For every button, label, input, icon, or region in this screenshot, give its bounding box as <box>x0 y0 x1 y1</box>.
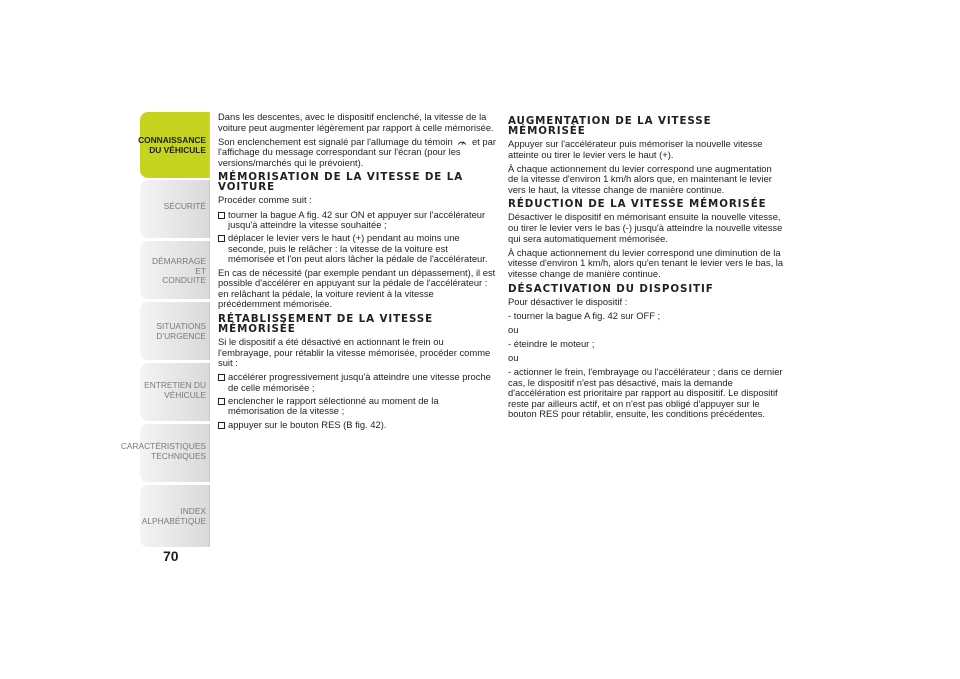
tab-entretien-du-vehicule[interactable] <box>140 363 210 421</box>
paragraph: Appuyer sur l'accélérateur puis mémoriser la nouvelle vitesse atteinte ou tirer le levier vers le haut (+). <box>508 138 763 160</box>
bullet-item: tourner la bague A fig. 42 sur ON et appuyer sur l'accélérateur jusqu'à atteindre la vitesse souhaitée ; <box>218 210 496 231</box>
bullet-item: déplacer le levier vers le haut (+) pendant au moins une seconde, puis le relâcher : la vitesse de la voiture est mémorisée et l'on peut alors lâcher la pédale de l'accélérateur. <box>218 233 496 265</box>
text-span: et par l'affichage du message correspondant sur l'écran (pour les versions/marchés qui le prévoient). <box>218 135 496 168</box>
tab-label: SÉCURITÉ <box>163 201 206 211</box>
paragraph: ou <box>508 323 519 335</box>
tab-label: CARACTÉRISTIQUES TECHNIQUES <box>120 441 206 461</box>
heading-desactivation: DÉSACTIVATION DU DISPOSITIF <box>508 282 714 295</box>
tab-caracteristiques-techniques[interactable] <box>120 424 210 482</box>
tab-label: DÉMARRAGE ET CONDUITE <box>152 256 206 285</box>
tab-demarrage-et-conduite[interactable] <box>140 241 210 299</box>
paragraph: À chaque actionnement du levier correspond une augmentation de la vitesse d'environ 1 km/h alors que, en maintenant le levier vers le haut, la vitesse change de manière continue. <box>508 162 772 195</box>
bullet-item: enclencher le rapport sélectionné au moment de la mémorisation de la vitesse ; <box>218 396 496 417</box>
tab-index-alphabetique[interactable] <box>140 485 210 547</box>
heading-reduction: RÉDUCTION DE LA VITESSE MÉMORISÉE <box>508 198 767 211</box>
bullet-item: accélérer progressivement jusqu'à atteindre une vitesse proche de celle mémorisée ; <box>218 372 496 393</box>
paragraph: - tourner la bague A fig. 42 sur OFF ; <box>508 309 661 321</box>
paragraph: Désactiver le dispositif en mémorisant ensuite la nouvelle vitesse, ou tirer le levier vers le bas (-) jusqu'à atteindre la nouvelle vitesse qui sera automatiquement mémorisée. <box>508 211 783 244</box>
heading-memorisation: MÉMORISATION DE LA VITESSE DE LA VOITURE <box>218 171 464 194</box>
left-column <box>218 112 496 433</box>
paragraph <box>218 137 496 169</box>
paragraph: Procéder comme suit : <box>218 194 312 206</box>
paragraph: Pour désactiver le dispositif : <box>508 295 628 307</box>
paragraph: À chaque actionnement du levier correspond une diminution de la vitesse d'environ 1 km/h, alors qu'en tenant le levier vers le bas, la vitesse change de manière continue. <box>508 246 784 279</box>
text-span: Son enclenchement est signalé par l'allumage du témoin <box>218 135 453 147</box>
tab-label: CONNAISSANCE DU VÉHICULE <box>138 135 206 155</box>
heading-retablissement: RÉTABLISSEMENT DE LA VITESSE MÉMORISÉE <box>218 312 434 335</box>
tab-securite[interactable] <box>140 180 210 238</box>
right-column <box>508 112 784 423</box>
page-number: 70 <box>163 548 179 564</box>
paragraph: - actionner le frein, l'embrayage ou l'accélérateur ; dans ce dernier cas, le dispositif n'est pas désactivé, mais la demande d'accélération est prioritaire par rapport au dispositif. Le dispositif reste par ailleurs actif, et on n'est pas obligé d'appuyer sur le bouton RES pour rétablir, ensuite, les conditions précédentes. <box>508 366 783 420</box>
tab-situations-d-urgence[interactable] <box>140 302 210 360</box>
tab-label: ENTRETIEN DU VÉHICULE <box>144 380 206 400</box>
paragraph: - éteindre le moteur ; <box>508 337 595 349</box>
bullet-item: appuyer sur le bouton RES (B fig. 42). <box>218 420 496 431</box>
paragraph: En cas de nécessité (par exemple pendant un dépassement), il est possible d'accélérer en appuyant sur la pédale de l'accélérateur : en relâchant la pédale, la voiture revient à la vitesse précédemment mémorisée. <box>218 266 496 310</box>
heading-augmentation: AUGMENTATION DE LA VITESSE MÉMORISÉE <box>508 115 712 137</box>
paragraph: Si le dispositif a été désactivé en actionnant le frein ou l'embrayage, pour rétablir la vitesse mémorisée, procéder comme suit : <box>218 335 491 369</box>
tab-label: INDEX ALPHABÉTIQUE <box>141 506 206 526</box>
tab-label: SITUATIONS D’URGENCE <box>156 321 206 341</box>
paragraph: ou <box>508 351 519 363</box>
paragraph: Dans les descentes, avec le dispositif enclenché, la vitesse de la voiture peut augmenter légèrement par rapport à celle mémorisée. <box>218 111 494 133</box>
cruise-control-warning-icon <box>457 139 467 146</box>
tab-connaissance-du-vehicule[interactable] <box>140 112 210 178</box>
